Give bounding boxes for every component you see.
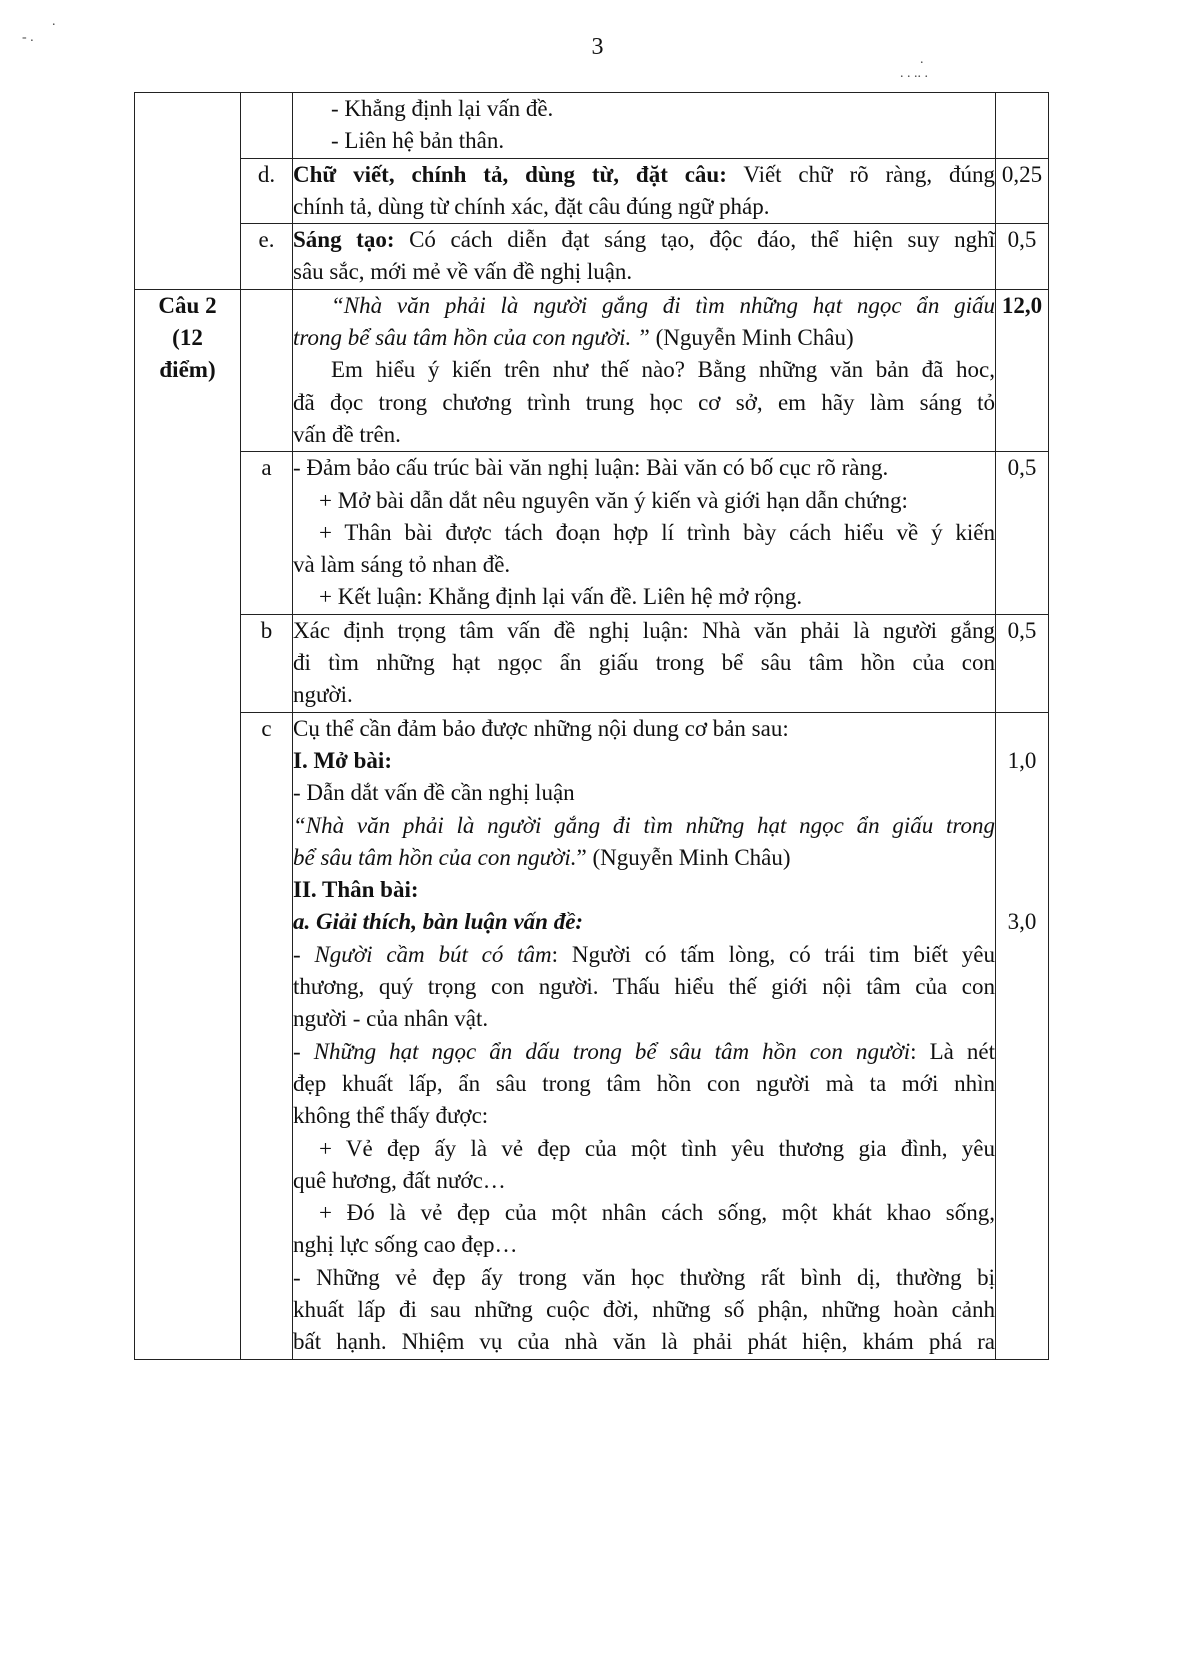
text-run: “Nhà văn phải là người gắng đi tìm những hạt ngọc ẩn giấu <box>331 292 995 318</box>
content-cell <box>293 93 996 159</box>
text-run: thương, quý trọng con người. Thấu hiểu thế giới nội tâm của con <box>293 974 995 1000</box>
text-run: ” (Nguyễn Minh Châu) <box>576 844 791 870</box>
question-cell <box>135 93 241 290</box>
content-line <box>293 1100 995 1132</box>
content-line <box>293 777 995 809</box>
text-run: Em hiểu ý kiến trên như thế nào? Bằng những văn bản đã hoc, <box>331 357 995 383</box>
part-label: d. <box>241 158 293 224</box>
table-row <box>135 452 1049 614</box>
content-cell <box>293 289 996 451</box>
text-run: - Khẳng định lại vấn đề. <box>331 96 554 121</box>
content-line <box>293 485 995 517</box>
content-line <box>293 679 995 711</box>
content-line <box>293 615 995 647</box>
text-run: trong bể sâu tâm hồn của con người. ” <box>293 325 650 351</box>
table-row <box>135 712 1049 1359</box>
text-run: : Người có tấm lòng, có trái tim biết yêu <box>551 941 995 967</box>
text-run: đi tìm những hạt ngọc ẩn giấu trong bể sâu tâm hồn của con <box>293 650 995 676</box>
table-row <box>135 224 1049 290</box>
score-cell <box>996 452 1049 614</box>
text-run: không thể thấy được: <box>293 1103 489 1129</box>
part-label <box>241 289 293 451</box>
content-line <box>293 745 995 777</box>
text-run: + Vẻ đẹp ấy là vẻ đẹp của một tình yêu thương gia đình, yêu <box>319 1135 995 1161</box>
text-run: Có cách diễn đạt sáng tạo, độc đáo, thể hiện suy nghĩ <box>394 227 995 253</box>
content-line <box>293 125 995 157</box>
text-run: - Liên hệ bản thân. <box>331 128 505 154</box>
content-line <box>293 1068 995 1100</box>
content-line <box>293 517 995 549</box>
question-label: điểm) <box>159 357 216 383</box>
score-cell <box>996 224 1049 290</box>
text-run: - Những vẻ đẹp ấy trong văn học thường rất bình dị, thường bị <box>293 1264 995 1290</box>
score-cell <box>996 614 1049 712</box>
content-line <box>293 549 995 581</box>
content-cell <box>293 452 996 614</box>
score-value: 1,0 <box>1007 747 1037 773</box>
content-line <box>293 1003 995 1035</box>
content-line <box>293 1197 995 1229</box>
scan-speck: - . <box>22 30 34 45</box>
question-label: Câu 2 <box>158 292 217 318</box>
content-line <box>293 1036 995 1068</box>
content-line <box>293 906 995 938</box>
page-number: 3 <box>591 34 604 60</box>
text-run: đã đọc trong chương trình trung học cơ sở, em hãy làm sáng tỏ <box>293 389 995 415</box>
content-line <box>293 874 995 906</box>
text-run: Xác định trọng tâm vấn đề nghị luận: Nhà văn phải là người gắng <box>293 617 995 643</box>
text-run: đẹp khuất lấp, ẩn sâu trong tâm hồn con người mà ta mới nhìn <box>293 1070 995 1096</box>
content-line <box>293 322 995 354</box>
table-row <box>135 93 1049 159</box>
text-run: + Kết luận: Khẳng định lại vấn đề. Liên hệ mở rộng. <box>319 584 803 610</box>
text-run: vấn đề trên. <box>293 421 401 447</box>
content-line <box>293 810 995 842</box>
content-line <box>293 1262 995 1294</box>
score-cell <box>996 712 1049 1359</box>
content-line <box>293 1133 995 1165</box>
content-line <box>293 1165 995 1197</box>
content-line <box>293 354 995 386</box>
content-line <box>293 419 995 451</box>
score-value: 0,5 <box>1007 227 1037 253</box>
score-stack <box>996 713 1048 1359</box>
text-run: (Nguyễn Minh Châu) <box>649 325 854 351</box>
table-row <box>135 289 1049 451</box>
text-run: bất hạnh. Nhiệm vụ của nhà văn là phải phát hiện, khám phá ra <box>293 1329 995 1355</box>
content-line <box>293 387 995 419</box>
content-line <box>293 159 995 191</box>
text-run: sâu sắc, mới mẻ về vấn đề nghị luận. <box>293 259 633 285</box>
text-run: người. <box>293 682 353 708</box>
text-run: Người cầm bút có tâm <box>314 941 552 967</box>
text-run: quê hương, đất nước… <box>293 1167 506 1193</box>
part-label: a <box>241 452 293 614</box>
content-line <box>293 93 995 125</box>
text-run: bể sâu tâm hồn của con người. <box>293 844 577 870</box>
scan-speck: . <box>52 14 56 29</box>
content-cell <box>293 224 996 290</box>
score-cell <box>996 158 1049 224</box>
text-run: nghị lực sống cao đẹp… <box>293 1232 518 1258</box>
score-cell <box>996 289 1049 451</box>
text-run: “Nhà văn phải là người gắng đi tìm những hạt ngọc ẩn giấu trong <box>293 812 995 838</box>
content-line <box>293 224 995 256</box>
content-line <box>293 647 995 679</box>
content-line <box>293 939 995 971</box>
part-label <box>241 93 293 159</box>
score-cell <box>996 93 1049 159</box>
text-run: và làm sáng tỏ nhan đề. <box>293 552 511 578</box>
text-run: + Thân bài được tách đoạn hợp lí trình bày cách hiểu về ý kiến <box>319 519 995 545</box>
text-run: + Mở bài dẫn dắt nêu nguyên văn ý kiến và giới hạn dẫn chứng: <box>319 487 908 513</box>
content-line <box>293 1229 995 1261</box>
text-run: chính tả, dùng từ chính xác, đặt câu đúng ngữ pháp. <box>293 193 770 219</box>
text-run: I. Mở bài: <box>293 747 392 773</box>
score-value: 0,5 <box>1007 617 1037 643</box>
text-run: Sáng tạo: <box>293 227 395 253</box>
content-line <box>293 1294 995 1326</box>
table-row <box>135 158 1049 224</box>
content-line <box>293 191 995 223</box>
scan-speck: . <box>920 52 924 67</box>
text-run: người - của nhân vật. <box>293 1006 489 1032</box>
scan-speck: . . .. . <box>900 66 928 81</box>
text-run: - <box>293 941 315 967</box>
text-run: Cụ thể cần đảm bảo được những nội dung cơ bản sau: <box>293 715 789 741</box>
question-label: (12 <box>172 325 203 351</box>
text-run: khuất lấp đi sau những cuộc đời, những số phận, những hoàn cảnh <box>293 1296 995 1322</box>
content-line <box>293 1326 995 1358</box>
score-value: 0,25 <box>1001 161 1043 187</box>
text-run: a. Giải thích, bàn luận vấn đề: <box>293 909 584 935</box>
content-cell <box>293 614 996 712</box>
text-run: - <box>293 1038 314 1064</box>
score-value: 3,0 <box>1007 909 1037 935</box>
content-line <box>293 842 995 874</box>
text-run: Chữ viết, chính tả, dùng từ, đặt câu: <box>293 161 727 187</box>
text-run: - Dẫn dắt vấn đề cần nghị luận <box>293 780 575 806</box>
content-cell <box>293 712 996 1359</box>
score-value: 0,5 <box>1007 455 1037 481</box>
content-line <box>293 256 995 288</box>
part-label: b <box>241 614 293 712</box>
question-cell <box>135 289 241 1359</box>
content-line <box>293 713 995 745</box>
text-run: Những hạt ngọc ẩn dấu trong bể sâu tâm hồn con người <box>313 1038 911 1064</box>
text-run: - Đảm bảo cấu trúc bài văn nghị luận: Bài văn có bố cục rõ ràng. <box>293 455 889 481</box>
part-label: e. <box>241 224 293 290</box>
text-run: + Đó là vẻ đẹp của một nhân cách sống, một khát khao sống, <box>319 1200 995 1226</box>
content-line <box>293 290 995 322</box>
content-line <box>293 971 995 1003</box>
content-line <box>293 452 995 484</box>
score-value: 12,0 <box>1001 292 1043 318</box>
content-cell <box>293 158 996 224</box>
text-run: Viết chữ rõ ràng, đúng <box>726 161 995 187</box>
text-run: II. Thân bài: <box>293 877 419 903</box>
part-label: c <box>241 712 293 1359</box>
content-line <box>293 581 995 613</box>
text-run: : Là nét <box>910 1038 995 1064</box>
table-row <box>135 614 1049 712</box>
grading-table <box>134 92 1049 1360</box>
